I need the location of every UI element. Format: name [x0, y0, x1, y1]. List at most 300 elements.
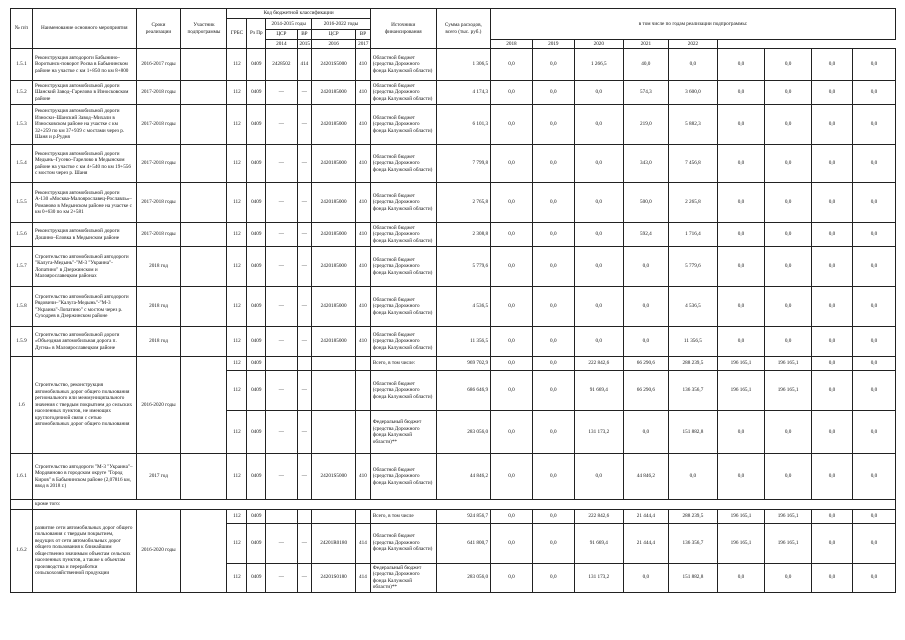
- year-value-cell: 131 173,2: [574, 411, 623, 454]
- grbs-cell: 112: [227, 105, 247, 145]
- vr-2016-cell: [356, 411, 371, 454]
- activity-name-cell: Строительство, реконструкция автомобильных дорог общего пользования регионального или межмуниципального значения с твердым покрытием до сельских населенных пунктов, не имеющих круглогодичной связи с сетью автомобильных дорог общего пользования: [32, 357, 136, 454]
- vr-2014-cell: —: [297, 183, 312, 223]
- year-value-cell: 0,0: [532, 509, 574, 523]
- csr-2016-cell: 2420185000: [312, 287, 356, 327]
- vr-2016-cell: 410: [356, 145, 371, 183]
- activity-name-cell: Реконструкция автомобильной дороги Медынь–Гусево–Гарелово в Медынском районе на участке с км 4+540 по км 19+556 с мостом через р. Шаня: [32, 145, 136, 183]
- year-value-cell: 0,0: [623, 247, 668, 287]
- grbs-cell: 112: [227, 563, 247, 592]
- year-value-cell: 288 239,5: [668, 357, 717, 371]
- table-row: [11, 49, 896, 81]
- participant-cell: [181, 49, 227, 81]
- funding-source-cell: Областной бюджет (средства Дорожного фонда Калужской области): [370, 145, 436, 183]
- year-value-cell: 0,0: [532, 145, 574, 183]
- rz-pr-cell: 0409: [247, 81, 266, 105]
- year-value-cell: 0,0: [574, 105, 623, 145]
- vr-2014-cell: —: [297, 287, 312, 327]
- year-value-cell: 5 779,6: [668, 247, 717, 287]
- total-cell: 11 356,5: [436, 327, 490, 357]
- year-value-cell: 0,0: [574, 81, 623, 105]
- year-value-cell: 0,0: [812, 223, 853, 247]
- year-value-cell: 0,0: [812, 563, 853, 592]
- csr-2014-cell: —: [266, 105, 297, 145]
- year-value-cell: 40,0: [623, 49, 668, 81]
- year-value-cell: 0,0: [668, 49, 717, 81]
- year-value-cell: 0,0: [574, 247, 623, 287]
- year-value-cell: 0,0: [623, 563, 668, 592]
- funding-source-cell: Федеральный бюджет (средства Дорожного фонда Калужской области)**: [370, 411, 436, 454]
- row-number-cell: 1.5.9: [11, 327, 33, 357]
- activity-name-cell: Строительство автомобильной дороги «Объездная автомобильная дорога п. Дугна» в Малоярославецком районе: [32, 327, 136, 357]
- year-value-cell: 574,3: [623, 81, 668, 105]
- year-value-cell: 0,0: [812, 145, 853, 183]
- csr-2016-cell: 2420185000: [312, 145, 356, 183]
- rz-pr-cell: 0409: [247, 357, 266, 371]
- term-cell: 2018 год: [136, 327, 181, 357]
- grbs-cell: 112: [227, 183, 247, 223]
- year-value-cell: 0,0: [491, 563, 533, 592]
- year-value-cell: 0,0: [717, 411, 764, 454]
- total-cell: 283 056,0: [436, 411, 490, 454]
- csr-2016-cell: 24201R0180: [312, 523, 356, 563]
- year-value-cell: 0,0: [717, 327, 764, 357]
- year-value-cell: 0,0: [765, 563, 812, 592]
- year-value-cell: 0,0: [574, 223, 623, 247]
- funding-source-cell: Областной бюджет (средства Дорожного фонда Калужской области): [370, 454, 436, 500]
- vr-2016-cell: [356, 371, 371, 411]
- year-value-cell: 0,0: [852, 563, 895, 592]
- grbs-cell: 112: [227, 509, 247, 523]
- year-value-cell: 0,0: [765, 411, 812, 454]
- year-value-cell: 222 842,6: [574, 509, 623, 523]
- funding-source-cell: Областной бюджет (средства Дорожного фонда Калужской области): [370, 49, 436, 81]
- year-value-cell: 196 165,1: [765, 509, 812, 523]
- vr-2014-cell: —: [297, 523, 312, 563]
- participant-cell: [181, 454, 227, 500]
- year-value-cell: 219,0: [623, 105, 668, 145]
- csr-2016-cell: [312, 357, 356, 371]
- year-value-cell: 0,0: [532, 183, 574, 223]
- vr-2016-cell: 410: [356, 454, 371, 500]
- csr-2016-cell: 2420185000: [312, 183, 356, 223]
- activity-name-cell: Реконструкция автомобильной дороги Шанский Завод–Гарелово в Износковском районе: [32, 81, 136, 105]
- table-row: [11, 357, 896, 371]
- year-value-cell: 0,0: [491, 223, 533, 247]
- year-value-cell: 136 356,7: [668, 523, 717, 563]
- term-cell: 2017-2018 годы: [136, 183, 181, 223]
- rz-pr-cell: 0409: [247, 509, 266, 523]
- vr-2014-cell: —: [297, 145, 312, 183]
- year-value-cell: 0,0: [852, 327, 895, 357]
- vr-2016-cell: 414: [356, 563, 371, 592]
- vr-2016-cell: 410: [356, 247, 371, 287]
- row-number-cell: 1.5.7: [11, 247, 33, 287]
- year-value-cell: 21 444,4: [623, 523, 668, 563]
- col-years-2016-2022: 2016-2022 годы: [312, 19, 371, 30]
- year-value-cell: 0,0: [717, 287, 764, 327]
- year-value-cell: 0,0: [812, 247, 853, 287]
- budget-table: [10, 8, 896, 593]
- activity-name-cell: Реконструкция автодороги Бабынино–Воротынск-поворот Росва в Бабынинском районе на участке с км 1+850 по км 8+800: [32, 49, 136, 81]
- term-cell: 2017 год: [136, 454, 181, 500]
- year-value-cell: 0,0: [717, 454, 764, 500]
- participant-cell: [181, 327, 227, 357]
- year-value-cell: 0,0: [532, 357, 574, 371]
- col-csr-2: ЦСР: [312, 30, 356, 40]
- activity-name-cell: развитие сети автомобильных дорог общего пользования с твердым покрытием, ведущих от сети автомобильных дорог общего пользования к ближайшим общественно значимым объектам сельских населенных пунктов, а также к объектам производства и переработки сельскохозяйственной продукции: [32, 509, 136, 592]
- year-value-cell: 0,0: [491, 81, 533, 105]
- year-value-cell: 0,0: [852, 81, 895, 105]
- table-row: [11, 500, 896, 510]
- year-value-cell: 0,0: [852, 247, 895, 287]
- year-value-cell: 343,0: [623, 145, 668, 183]
- col-csr-1: ЦСР: [266, 30, 297, 40]
- year-value-cell: 44 846,2: [623, 454, 668, 500]
- csr-2016-cell: 24201S5000: [312, 49, 356, 81]
- year-value-cell: 66 290,6: [623, 371, 668, 411]
- activity-name-cell: Строительство автомобильной автодороги "Калуга-Медынь"-"М-3 "Украина"-Лопатино" в Дзержинском и Малоярославецком районах: [32, 247, 136, 287]
- term-cell: 2016-2020 годы: [136, 357, 181, 454]
- year-value-cell: 0,0: [491, 247, 533, 287]
- col-year: 2019: [532, 39, 574, 49]
- year-value-cell: 0,0: [812, 183, 853, 223]
- year-value-cell: 0,0: [491, 357, 533, 371]
- csr-2014-cell: [266, 509, 297, 523]
- year-value-cell: 0,0: [812, 371, 853, 411]
- funding-source-cell: Областной бюджет (средства Дорожного фонда Калужской области): [370, 183, 436, 223]
- grbs-cell: 112: [227, 49, 247, 81]
- year-value-cell: 0,0: [532, 371, 574, 411]
- funding-source-cell: Областной бюджет (средства Дорожного фонда Калужской области): [370, 371, 436, 411]
- funding-source-cell: Областной бюджет (средства Дорожного фонда Калужской области): [370, 523, 436, 563]
- table-row: [11, 454, 896, 500]
- table-row: [11, 223, 896, 247]
- year-value-cell: 0,0: [717, 563, 764, 592]
- grbs-cell: 112: [227, 327, 247, 357]
- year-value-cell: 1 266,5: [574, 49, 623, 81]
- vr-2016-cell: 414: [356, 523, 371, 563]
- year-value-cell: 0,0: [717, 105, 764, 145]
- funding-source-cell: Областной бюджет (средства Дорожного фонда Калужской области): [370, 223, 436, 247]
- year-value-cell: 0,0: [765, 183, 812, 223]
- col-by-years: в том числе по годам реализации подпрограммы:: [491, 9, 896, 40]
- year-value-cell: 0,0: [852, 411, 895, 454]
- term-cell: 2017-2018 годы: [136, 81, 181, 105]
- row-number-cell: 1.5.6: [11, 223, 33, 247]
- csr-2016-cell: 24201S5000: [312, 454, 356, 500]
- vr-2014-cell: —: [297, 81, 312, 105]
- year-value-cell: 0,0: [852, 454, 895, 500]
- year-value-cell: 196 165,1: [717, 523, 764, 563]
- grbs-cell: 112: [227, 523, 247, 563]
- term-cell: 2016-2020 годы: [136, 509, 181, 592]
- year-value-cell: 0,0: [765, 49, 812, 81]
- total-cell: 44 846,2: [436, 454, 490, 500]
- participant-cell: [181, 247, 227, 287]
- vr-2014-cell: —: [297, 223, 312, 247]
- row-number-cell: 1.5.3: [11, 105, 33, 145]
- col-total: Сумма расходов, всего (тыс. руб.): [436, 9, 490, 49]
- vr-2016-cell: 410: [356, 49, 371, 81]
- col-grbs: ГРБС: [227, 19, 247, 49]
- total-cell: 969 702,9: [436, 357, 490, 371]
- col-participant: Участник подпрограммы: [181, 9, 227, 49]
- year-value-cell: 0,0: [765, 287, 812, 327]
- vr-2014-cell: —: [297, 327, 312, 357]
- row-number-cell: 1.5.4: [11, 145, 33, 183]
- grbs-cell: 112: [227, 371, 247, 411]
- year-value-cell: 0,0: [812, 327, 853, 357]
- year-value-cell: 0,0: [574, 287, 623, 327]
- csr-2014-cell: —: [266, 454, 297, 500]
- rz-pr-cell: 0409: [247, 454, 266, 500]
- year-value-cell: 0,0: [491, 287, 533, 327]
- year-value-cell: 0,0: [852, 371, 895, 411]
- year-value-cell: 0,0: [491, 509, 533, 523]
- vr-2016-cell: 410: [356, 327, 371, 357]
- vr-2014-cell: —: [297, 247, 312, 287]
- csr-2014-cell: —: [266, 523, 297, 563]
- col-budget-code: Код бюджетной классификации: [227, 9, 370, 19]
- year-value-cell: 0,0: [852, 105, 895, 145]
- total-cell: 2 308,8: [436, 223, 490, 247]
- col-year: 2022: [668, 39, 717, 49]
- vr-2014-cell: [297, 357, 312, 371]
- total-cell: 641 800,7: [436, 523, 490, 563]
- year-value-cell: 0,0: [717, 247, 764, 287]
- year-value-cell: 0,0: [852, 509, 895, 523]
- col-year: 2021: [623, 39, 668, 49]
- vr-2014-cell: [297, 509, 312, 523]
- year-value-cell: 0,0: [532, 327, 574, 357]
- csr-2014-cell: —: [266, 183, 297, 223]
- col-year: 2016: [312, 39, 356, 49]
- rz-pr-cell: 0409: [247, 411, 266, 454]
- year-value-cell: 0,0: [491, 183, 533, 223]
- rz-pr-cell: 0409: [247, 223, 266, 247]
- row-number-cell: 1.5.8: [11, 287, 33, 327]
- year-value-cell: 0,0: [812, 411, 853, 454]
- csr-2014-cell: —: [266, 411, 297, 454]
- vr-2014-cell: —: [297, 563, 312, 592]
- activity-name-cell: Реконструкция автомобильной дороги Износки–Шанский Завод–Михали в Износковском районе на участке с км 32+259 по км 37+939 с мостами через р. Шаня и р.Рудня: [32, 105, 136, 145]
- year-value-cell: 0,0: [852, 523, 895, 563]
- total-cell: 924 856,7: [436, 509, 490, 523]
- activity-name-cell: Строительство автомобильной автодороги Рядовичи–"Калуга-Медынь"-"М-3 "Украина"-Лопатино" с мостом через р. Суходрев в Дзержинском районе: [32, 287, 136, 327]
- rz-pr-cell: 0409: [247, 563, 266, 592]
- year-value-cell: 0,0: [852, 145, 895, 183]
- participant-cell: [181, 509, 227, 592]
- participant-cell: [181, 223, 227, 247]
- vr-2014-cell: 414: [297, 49, 312, 81]
- grbs-cell: 112: [227, 247, 247, 287]
- row-number-cell: 1.6.1: [11, 454, 33, 500]
- vr-2016-cell: 410: [356, 287, 371, 327]
- year-value-cell: 0,0: [765, 105, 812, 145]
- participant-cell: [181, 81, 227, 105]
- year-value-cell: 0,0: [852, 287, 895, 327]
- vr-2016-cell: 410: [356, 81, 371, 105]
- vr-2014-cell: —: [297, 105, 312, 145]
- row-number-cell: 1.6: [11, 357, 33, 454]
- total-cell: 1 306,5: [436, 49, 490, 81]
- csr-2014-cell: —: [266, 223, 297, 247]
- year-value-cell: 0,0: [812, 287, 853, 327]
- col-vr-1: ВР: [297, 30, 312, 40]
- rz-pr-cell: 0409: [247, 523, 266, 563]
- year-value-cell: 4 536,5: [668, 287, 717, 327]
- csr-2014-cell: —: [266, 145, 297, 183]
- year-value-cell: 91 669,4: [574, 523, 623, 563]
- year-value-cell: 0,0: [491, 371, 533, 411]
- participant-cell: [181, 105, 227, 145]
- year-value-cell: 0,0: [532, 411, 574, 454]
- year-value-cell: 0,0: [812, 509, 853, 523]
- year-value-cell: 0,0: [491, 411, 533, 454]
- funding-source-cell: Областной бюджет (средства Дорожного фонда Калужской области): [370, 81, 436, 105]
- csr-2014-cell: —: [266, 81, 297, 105]
- term-cell: 2018 год: [136, 247, 181, 287]
- year-value-cell: 0,0: [717, 81, 764, 105]
- csr-2016-cell: 24201S0180: [312, 563, 356, 592]
- year-value-cell: 0,0: [532, 105, 574, 145]
- activity-name-cell: Реконструкция автомобильной дороги А-130 «Москва-Малоярославец-Рославль»–Романово в Медынском районе на участке с км 0+630 по км 2+581: [32, 183, 136, 223]
- year-value-cell: 196 165,1: [717, 371, 764, 411]
- year-value-cell: 0,0: [812, 81, 853, 105]
- year-value-cell: 7 456,8: [668, 145, 717, 183]
- funding-source-cell: Всего, в том числе:: [370, 357, 436, 371]
- participant-cell: [181, 145, 227, 183]
- vr-2014-cell: —: [297, 371, 312, 411]
- table-row: [11, 327, 896, 357]
- year-value-cell: 0,0: [491, 327, 533, 357]
- year-value-cell: 196 165,1: [765, 523, 812, 563]
- table-row: [11, 247, 896, 287]
- rz-pr-cell: 0409: [247, 183, 266, 223]
- year-value-cell: 3 600,0: [668, 81, 717, 105]
- grbs-cell: 112: [227, 145, 247, 183]
- year-value-cell: 222 842,6: [574, 357, 623, 371]
- table-row: [11, 183, 896, 223]
- year-value-cell: 0,0: [765, 327, 812, 357]
- vr-2014-cell: —: [297, 411, 312, 454]
- year-value-cell: 0,0: [491, 523, 533, 563]
- funding-source-cell: Областной бюджет (средства Дорожного фонда Калужской области): [370, 287, 436, 327]
- term-cell: 2017-2018 годы: [136, 145, 181, 183]
- grbs-cell: 112: [227, 411, 247, 454]
- rz-pr-cell: 0409: [247, 247, 266, 287]
- csr-2014-cell: —: [266, 563, 297, 592]
- year-value-cell: 0,0: [812, 454, 853, 500]
- total-cell: 4 536,5: [436, 287, 490, 327]
- activity-name-cell: Реконструкция автомобильной дороги Дошино–Еловка в Медынском районе: [32, 223, 136, 247]
- year-value-cell: 500,0: [623, 183, 668, 223]
- year-value-cell: 66 290,6: [623, 357, 668, 371]
- year-value-cell: 21 444,4: [623, 509, 668, 523]
- col-year: 2015: [297, 39, 312, 49]
- year-value-cell: 0,0: [532, 49, 574, 81]
- year-value-cell: 0,0: [812, 49, 853, 81]
- col-num: № п/п: [11, 9, 33, 49]
- vr-2016-cell: 410: [356, 223, 371, 247]
- csr-2016-cell: 2420185000: [312, 81, 356, 105]
- csr-2016-cell: 2420185000: [312, 223, 356, 247]
- csr-2014-cell: —: [266, 247, 297, 287]
- year-value-cell: 0,0: [812, 357, 853, 371]
- year-value-cell: 0,0: [765, 247, 812, 287]
- year-value-cell: 0,0: [491, 145, 533, 183]
- year-value-cell: 0,0: [717, 183, 764, 223]
- year-value-cell: 0,0: [532, 247, 574, 287]
- year-value-cell: 288 239,5: [668, 509, 717, 523]
- rz-pr-cell: 0409: [247, 49, 266, 81]
- term-cell: 2017-2018 годы: [136, 105, 181, 145]
- year-value-cell: 91 669,4: [574, 371, 623, 411]
- year-value-cell: 0,0: [668, 454, 717, 500]
- grbs-cell: 112: [227, 81, 247, 105]
- csr-2016-cell: [312, 411, 356, 454]
- year-value-cell: 0,0: [574, 327, 623, 357]
- funding-source-cell: Областной бюджет (средства Дорожного фонда Калужской области): [370, 327, 436, 357]
- year-value-cell: 0,0: [491, 105, 533, 145]
- col-name: Наименование основного мероприятия: [32, 9, 136, 49]
- csr-2014-cell: —: [266, 371, 297, 411]
- year-value-cell: 0,0: [532, 523, 574, 563]
- row-number-cell: [11, 500, 33, 510]
- col-year: 2017: [356, 39, 371, 49]
- year-value-cell: 0,0: [765, 454, 812, 500]
- year-value-cell: 11 356,5: [668, 327, 717, 357]
- row-number-cell: 1.5.1: [11, 49, 33, 81]
- year-value-cell: 0,0: [574, 183, 623, 223]
- year-value-cell: 0,0: [852, 183, 895, 223]
- year-value-cell: 131 173,2: [574, 563, 623, 592]
- rz-pr-cell: 0409: [247, 105, 266, 145]
- total-cell: 5 779,6: [436, 247, 490, 287]
- year-value-cell: 0,0: [717, 49, 764, 81]
- vr-2014-cell: —: [297, 454, 312, 500]
- rz-pr-cell: 0409: [247, 327, 266, 357]
- grbs-cell: 112: [227, 357, 247, 371]
- year-value-cell: 0,0: [574, 145, 623, 183]
- year-value-cell: 0,0: [717, 223, 764, 247]
- grbs-cell: 112: [227, 223, 247, 247]
- year-value-cell: 0,0: [532, 454, 574, 500]
- csr-2016-cell: 2420185000: [312, 105, 356, 145]
- vr-2016-cell: [356, 509, 371, 523]
- participant-cell: [181, 357, 227, 454]
- year-value-cell: 0,0: [574, 454, 623, 500]
- grbs-cell: 112: [227, 287, 247, 327]
- year-value-cell: 5 882,3: [668, 105, 717, 145]
- year-value-cell: 0,0: [812, 523, 853, 563]
- year-value-cell: 0,0: [765, 145, 812, 183]
- col-term: Сроки реализации: [136, 9, 181, 49]
- total-cell: 6 101,3: [436, 105, 490, 145]
- row-number-cell: 1.5.5: [11, 183, 33, 223]
- term-cell: 2017-2018 годы: [136, 223, 181, 247]
- csr-2016-cell: 2420185000: [312, 247, 356, 287]
- csr-2016-cell: [312, 371, 356, 411]
- table-row: [11, 105, 896, 145]
- funding-source-cell: Федеральный бюджет (средства Дорожного фонда Калужской области)**: [370, 563, 436, 592]
- row-number-cell: 1.6.2: [11, 509, 33, 592]
- col-year: 2020: [574, 39, 623, 49]
- total-cell: 7 799,8: [436, 145, 490, 183]
- table-row: [11, 287, 896, 327]
- activity-name-cell: Строительство автодороги "М-3 "Украина"–Мордвиново в городском округе "Город Киров" в Бабынинском районе (2,07816 км, ввод в 2018 г.): [32, 454, 136, 500]
